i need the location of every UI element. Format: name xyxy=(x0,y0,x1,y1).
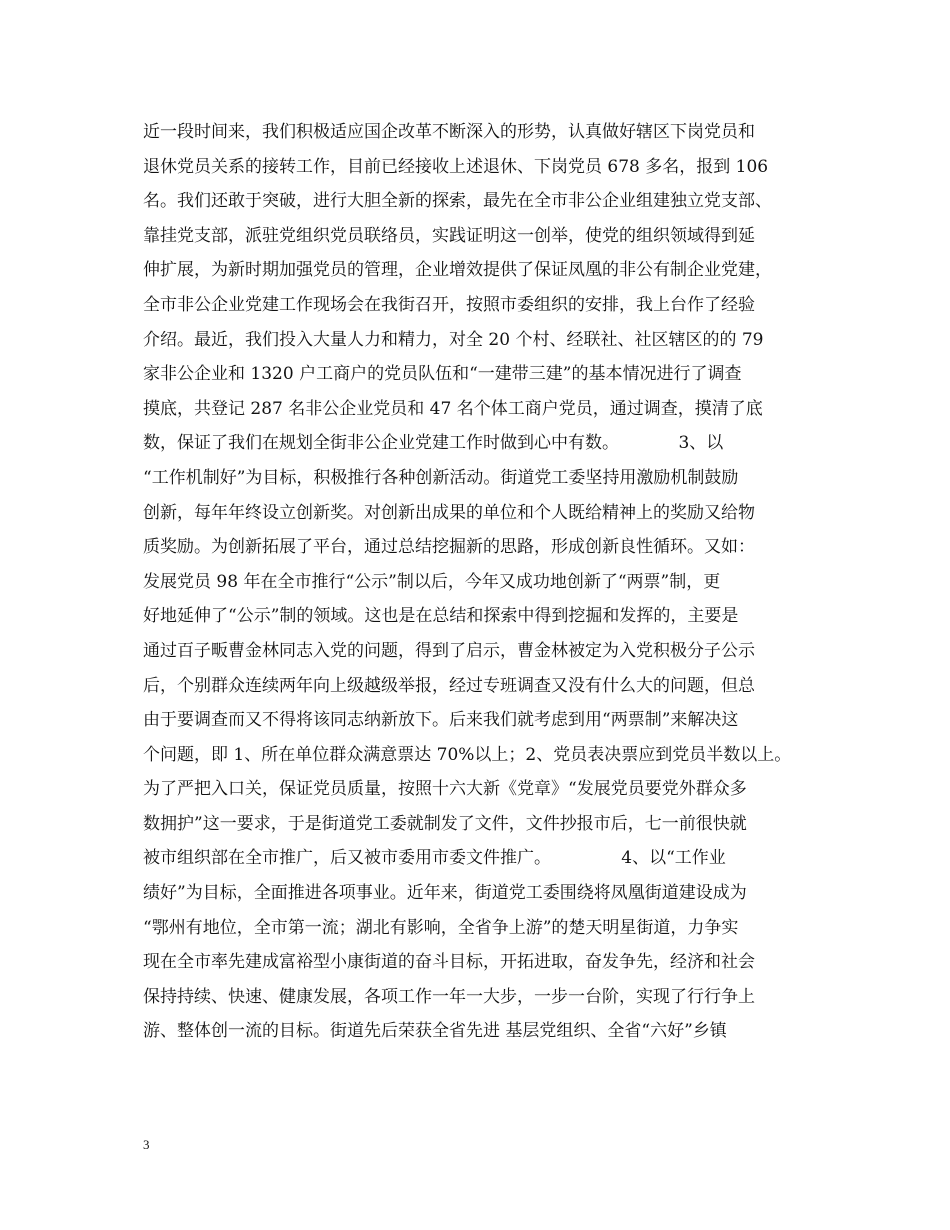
text-line: “鄂州有地位，全市第一流；湖北有影响，全省争上游”的楚天明星街道，力争实 xyxy=(143,917,739,938)
text-line: 质奖励。为创新拓展了平台，通过总结挖掘新的思路，形成创新良性循环。又如： xyxy=(143,537,755,558)
text-line: 全市非公企业党建工作现场会在我街召开，按照市委组织的安排，我上台作了经验 xyxy=(143,294,755,315)
text-line: 由于要调查而又不得将该同志纳新放下。后来我们就考虑到用“两票制”来解决这 xyxy=(143,710,739,731)
text-line: 绩好”为目标，全面推进各项事业。近年来，街道党工委围绕将凤凰街道建设成为 xyxy=(143,883,747,904)
text-line: 个问题，即 1、所在单位群众满意票达 70%以上；2、党员表决票应到党员半数以上。 xyxy=(143,744,792,765)
text-line: 近一段时间来，我们积极适应国企改革不断深入的形势，认真做好辖区下岗党员和 xyxy=(143,122,755,142)
text-line: 为了严把入口关，保证党员质量，按照十六大新《党章》“发展党员要党外群众多 xyxy=(143,779,747,800)
text-line: 被市组织部在全市推广，后又被市委用市委文件推广。 4、以“工作业 xyxy=(143,848,726,869)
text-line: 数，保证了我们在规划全街非公企业党建工作时做到心中有数。 3、以 xyxy=(143,433,724,454)
text-line: “工作机制好”为目标，积极推行各种创新活动。街道党工委坚持用激励机制鼓励 xyxy=(143,467,739,488)
text-line: 数拥护”这一要求，于是街道党工委就制发了文件，文件抄报市后，七一前很快就 xyxy=(143,813,747,834)
text-line: 伸扩展，为新时期加强党员的管理，企业增效提供了保证凤凰的非公有制企业党建， xyxy=(143,260,772,281)
text-line: 名。我们还敢于突破，进行大胆全新的探索，最先在全市非公企业组建独立党支部、 xyxy=(143,191,772,212)
body-text xyxy=(143,115,823,1049)
text-line: 发展党员 98 年在全市推行“公示”制以后，今年又成功地创新了“两票”制，更 xyxy=(143,571,721,592)
text-line: 退休党员关系的接转工作，目前已经接收上述退休、下岗党员 678 多名，报到 106 xyxy=(143,156,769,177)
text-line: 保持持续、快速、健康发展，各项工作一年一大步，一步一台阶，实现了行行争上 xyxy=(143,986,755,1007)
text-line: 后，个别群众连续两年向上级越级举报，经过专班调查又没有什么大的问题，但总 xyxy=(143,675,755,696)
text-line: 好地延伸了“公示”制的领域。这也是在总结和探索中得到挖掘和发挥的，主要是 xyxy=(143,606,739,627)
text-line: 创新，每年年终设立创新奖。对创新出成果的单位和个人既给精神上的奖励又给物 xyxy=(143,502,755,523)
text-line: 通过百子畈曹金林同志入党的问题，得到了启示，曹金林被定为入党积极分子公示 xyxy=(143,640,755,661)
text-line: 介绍。最近，我们投入大量人力和精力，对全 20 个村、经联社、社区辖区的的 79 xyxy=(143,329,764,350)
text-line: 游、整体创一流的目标。街道先后荣获全省先进 基层党组织、全省“六好”乡镇 xyxy=(143,1021,727,1042)
page-number: 3 xyxy=(143,1137,150,1152)
text-line: 家非公企业和 1320 户工商户的党员队伍和“一建带三建”的基本情况进行了调查 xyxy=(143,364,742,385)
text-line: 靠挂党支部，派驻党组织党员联络员，实践证明这一创举，使党的组织领域得到延 xyxy=(143,225,755,246)
text-line: 现在全市率先建成富裕型小康街道的奋斗目标，开拓进取，奋发争先，经济和社会 xyxy=(143,952,755,973)
text-line: 摸底，共登记 287 名非公企业党员和 47 名个体工商户党员，通过调查，摸清了底 xyxy=(143,398,763,419)
